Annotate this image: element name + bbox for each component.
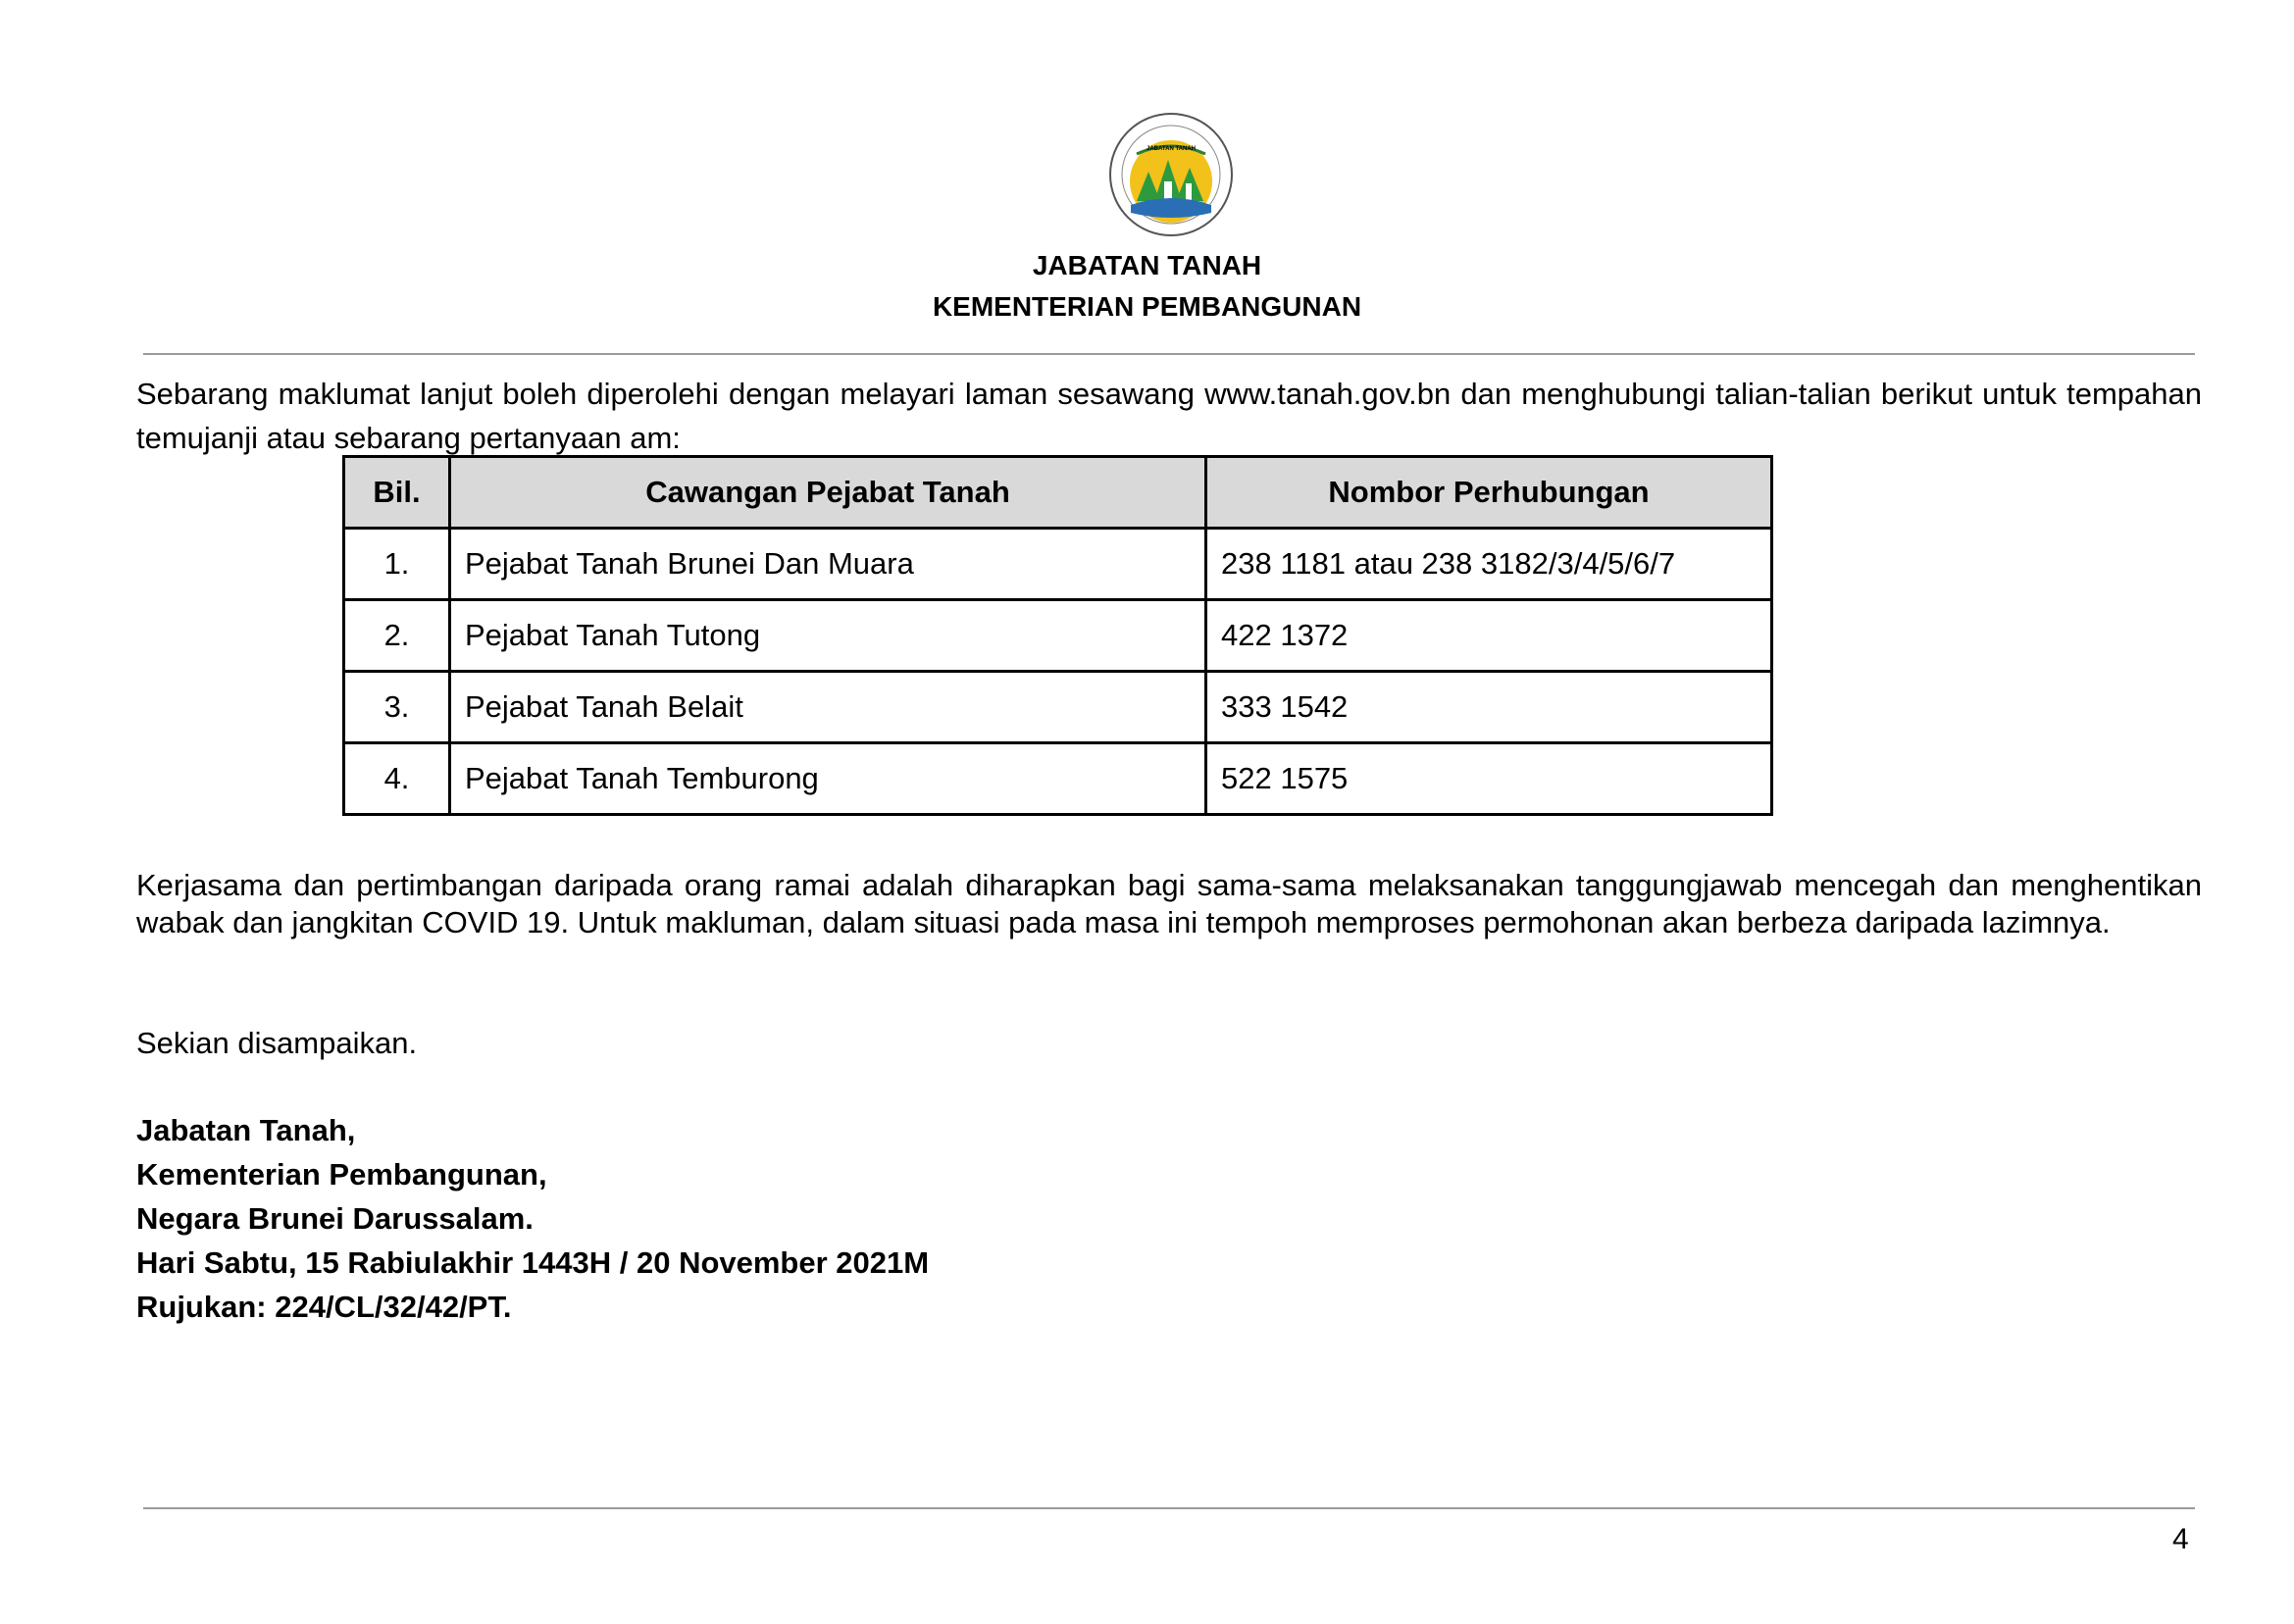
- signature-line: Jabatan Tanah,: [136, 1113, 356, 1147]
- header-divider: [143, 353, 2195, 355]
- row-office: Pejabat Tanah Brunei Dan Muara: [450, 529, 1206, 600]
- closing-line: Sekian disampaikan.: [136, 1026, 418, 1060]
- row-office: Pejabat Tanah Temburong: [450, 743, 1206, 815]
- jabatan-tanah-logo-icon: [1107, 111, 1235, 238]
- column-header-office: Cawangan Pejabat Tanah: [450, 457, 1206, 529]
- row-office: Pejabat Tanah Tutong: [450, 600, 1206, 672]
- signature-line: Negara Brunei Darussalam.: [136, 1201, 534, 1236]
- signature-line: Kementerian Pembangunan,: [136, 1157, 547, 1192]
- row-bil: 4.: [344, 743, 450, 815]
- column-header-bil: Bil.: [344, 457, 450, 529]
- department-title: JABATAN TANAH: [1032, 250, 1262, 280]
- table-header-row: [344, 457, 1772, 529]
- row-phone: 238 1181 atau 238 3182/3/4/5/6/7: [1206, 529, 1772, 600]
- column-header-phone: Nombor Perhubungan: [1206, 457, 1772, 529]
- page-number: 4: [2172, 1523, 2189, 1555]
- row-phone: 522 1575: [1206, 743, 1772, 815]
- row-bil: 2.: [344, 600, 450, 672]
- footer-divider: [143, 1507, 2195, 1509]
- signature-date: Hari Sabtu, 15 Rabiulakhir 1443H / 20 November 2021M: [136, 1245, 930, 1280]
- table-row: [344, 743, 1772, 815]
- signature-block: [136, 1108, 929, 1329]
- table-row: [344, 600, 1772, 672]
- row-phone: 333 1542: [1206, 672, 1772, 743]
- intro-paragraph: Sebarang maklumat lanjut boleh diperolehi dengan melayari laman sesawang www.tanah.gov.bn dan menghubungi talian-talian berikut untuk tempahan temujanji atau sebarang pertanyaan am:: [136, 377, 2202, 455]
- table-row: [344, 529, 1772, 600]
- logo-label: JABATAN TANAH: [1147, 146, 1196, 152]
- row-phone: 422 1372: [1206, 600, 1772, 672]
- row-office: Pejabat Tanah Belait: [450, 672, 1206, 743]
- table-row: [344, 672, 1772, 743]
- row-bil: 3.: [344, 672, 450, 743]
- contact-table: [342, 455, 1773, 816]
- signature-reference: Rujukan: 224/CL/32/42/PT.: [136, 1290, 512, 1324]
- row-bil: 1.: [344, 529, 450, 600]
- body-paragraph: Kerjasama dan pertimbangan daripada orang ramai adalah diharapkan bagi sama-sama melaksanakan tanggungjawab mencegah dan menghentikan wabak dan jangkitan COVID 19. Untuk makluman, dalam situasi pada masa ini tempoh memproses permohonan akan berbeza daripada lazimnya.: [136, 868, 2202, 939]
- ministry-title: KEMENTERIAN PEMBANGUNAN: [932, 291, 1362, 322]
